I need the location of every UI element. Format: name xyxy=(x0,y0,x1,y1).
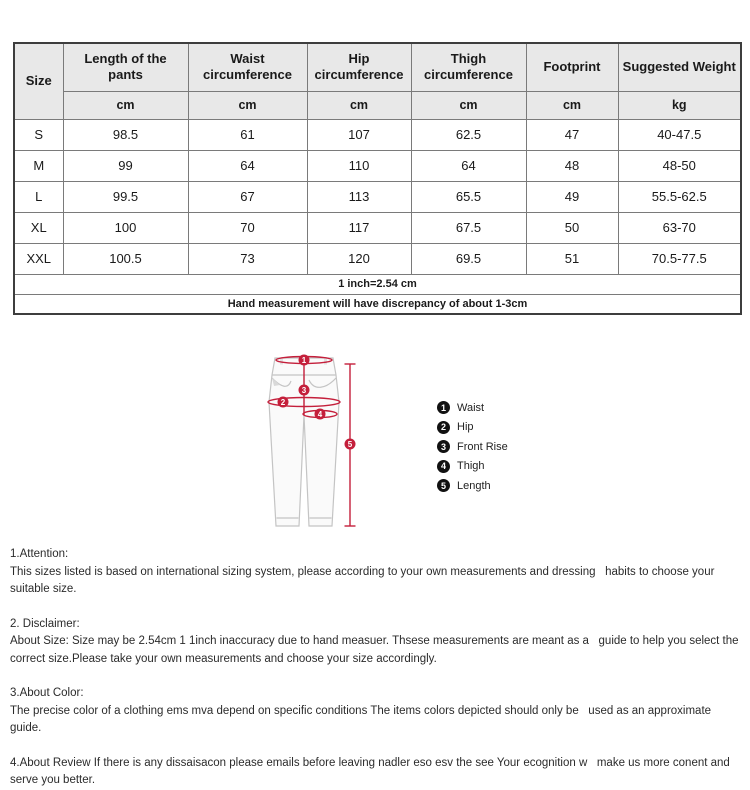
legend-item xyxy=(437,457,508,476)
legend-number-badge: 4 xyxy=(437,460,450,473)
legend-label: Waist xyxy=(457,401,485,414)
col-header-hip: Hip circumference xyxy=(307,43,411,91)
value-cell: 65.5 xyxy=(411,181,526,212)
table-footer-row xyxy=(14,294,741,314)
table-units-row xyxy=(14,91,741,119)
attention-body: This sizes listed is based on international sizing system, please according to your own measurements and dressing habits to choose your suitable size. xyxy=(10,565,718,595)
legend-item xyxy=(437,418,508,437)
value-cell: 69.5 xyxy=(411,243,526,274)
value-cell: 100.5 xyxy=(63,243,188,274)
col-header-waist: Waist circumference xyxy=(188,43,307,91)
table-footer-row xyxy=(14,274,741,294)
unit-cell: cm xyxy=(526,91,618,119)
col-header-size: Size xyxy=(14,43,63,119)
pants-measurement-diagram xyxy=(258,344,370,546)
legend-number-badge: 2 xyxy=(437,421,450,434)
value-cell: 50 xyxy=(526,212,618,243)
marker-2: 2 xyxy=(280,397,286,407)
about-color-title: 3.About Color: xyxy=(10,687,84,699)
value-cell: 61 xyxy=(188,119,307,150)
legend-label: Thigh xyxy=(457,460,485,472)
table-row xyxy=(14,150,741,181)
legend-number-badge: 3 xyxy=(437,440,450,453)
table-row xyxy=(14,212,741,243)
value-cell: 62.5 xyxy=(411,119,526,150)
value-cell: 48 xyxy=(526,150,618,181)
about-color-body: The precise color of a clothing ems mva depend on specific conditions The items colors depicted should only be used as an approximate guide. xyxy=(10,704,715,734)
legend-item xyxy=(437,476,508,495)
value-cell: 73 xyxy=(188,243,307,274)
legend-item xyxy=(437,437,508,456)
value-cell: 120 xyxy=(307,243,411,274)
value-cell: 107 xyxy=(307,119,411,150)
col-header-footprint: Footprint xyxy=(526,43,618,91)
size-cell: XL xyxy=(14,212,63,243)
value-cell: 70.5-77.5 xyxy=(618,243,741,274)
value-cell: 55.5-62.5 xyxy=(618,181,741,212)
size-cell: S xyxy=(14,119,63,150)
value-cell: 100 xyxy=(63,212,188,243)
value-cell: 67 xyxy=(188,181,307,212)
col-header-length: Length of the pants xyxy=(63,43,188,91)
notes-section xyxy=(10,546,744,790)
size-cell: L xyxy=(14,181,63,212)
unit-cell: kg xyxy=(618,91,741,119)
attention-title: 1.Attention: xyxy=(10,548,69,560)
about-review-body: 4.About Review If there is any dissaisacon please emails before leaving nadler eso esv the see Your ecognition w make us more conent and serve you better. xyxy=(10,756,734,786)
disclaimer-title: 2. Disclaimer: xyxy=(10,617,80,630)
value-cell: 64 xyxy=(411,150,526,181)
legend-number-badge: 1 xyxy=(437,401,450,414)
value-cell: 117 xyxy=(307,212,411,243)
value-cell: 110 xyxy=(307,150,411,181)
unit-cell: cm xyxy=(63,91,188,119)
value-cell: 51 xyxy=(526,243,618,274)
table-row xyxy=(14,181,741,212)
legend-item xyxy=(437,398,508,417)
legend-number-badge: 5 xyxy=(437,479,450,492)
value-cell: 47 xyxy=(526,119,618,150)
disclaimer-body: About Size: Size may be 2.54cm 1 1inch inaccuracy due to hand measuer. Thsese measurements are meant as a guide to help you select the correct size.Please take your own measurements and choose your size accordingly. xyxy=(10,635,742,665)
col-header-thigh: Thigh circumference xyxy=(411,43,526,91)
hand-measurement-note: Hand measurement will have discrepancy of about 1-3cm xyxy=(14,294,741,314)
inch-conversion-note: 1 inch=2.54 cm xyxy=(14,274,741,294)
value-cell: 40-47.5 xyxy=(618,119,741,150)
table-row xyxy=(14,243,741,274)
size-cell: M xyxy=(14,150,63,181)
value-cell: 98.5 xyxy=(63,119,188,150)
unit-cell: cm xyxy=(411,91,526,119)
value-cell: 99.5 xyxy=(63,181,188,212)
value-cell: 63-70 xyxy=(618,212,741,243)
value-cell: 70 xyxy=(188,212,307,243)
legend-label: Hip xyxy=(457,421,474,433)
marker-5: 5 xyxy=(347,439,353,449)
value-cell: 99 xyxy=(63,150,188,181)
value-cell: 64 xyxy=(188,150,307,181)
marker-1: 1 xyxy=(301,355,307,365)
col-header-weight: Suggested Weight xyxy=(618,43,741,91)
value-cell: 113 xyxy=(307,181,411,212)
value-cell: 48-50 xyxy=(618,150,741,181)
legend-label: Length xyxy=(457,479,491,492)
marker-3: 3 xyxy=(301,385,307,395)
value-cell: 49 xyxy=(526,181,618,212)
size-chart-table xyxy=(13,42,742,315)
legend-label: Front Rise xyxy=(457,440,508,453)
size-cell: XXL xyxy=(14,243,63,274)
value-cell: 67.5 xyxy=(411,212,526,243)
marker-4: 4 xyxy=(317,409,323,419)
measurement-legend xyxy=(437,398,508,496)
unit-cell: cm xyxy=(307,91,411,119)
table-row xyxy=(14,119,741,150)
table-header-row xyxy=(14,43,741,91)
unit-cell: cm xyxy=(188,91,307,119)
